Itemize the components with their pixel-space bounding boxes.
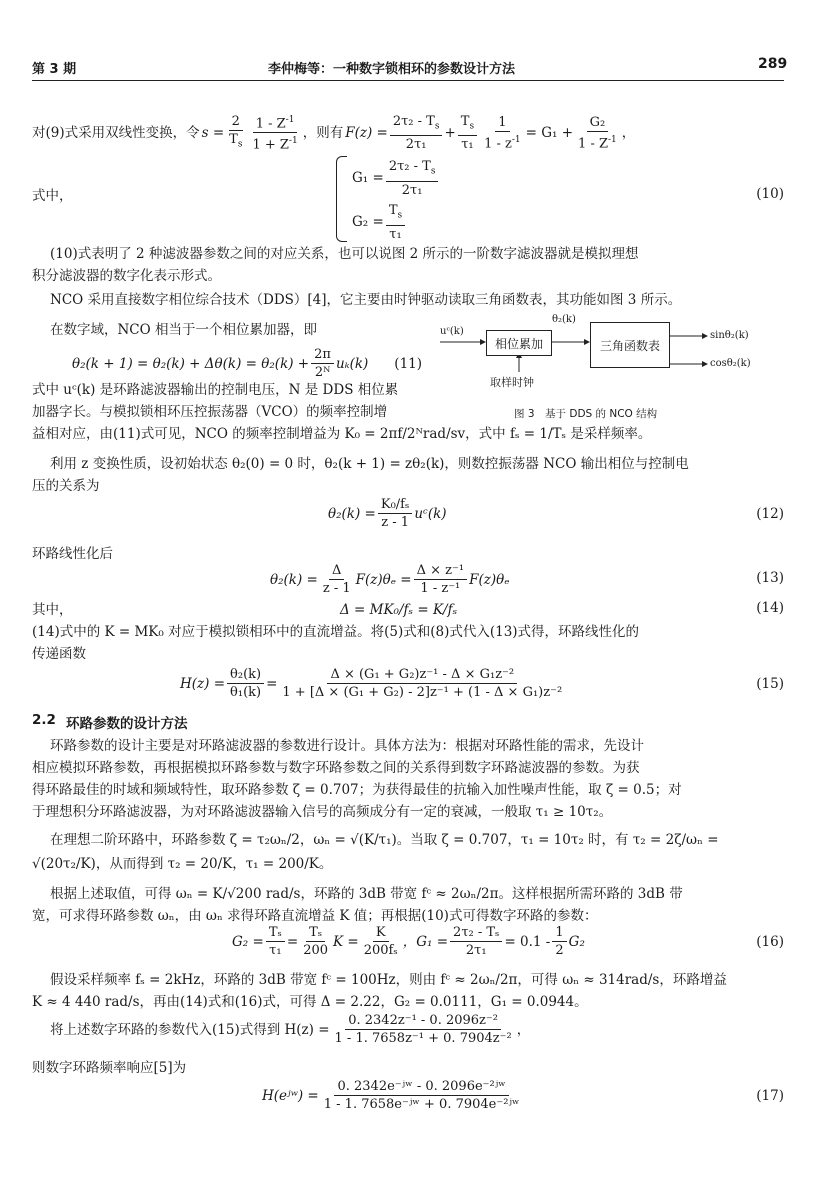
eq-number: (12)	[756, 506, 784, 522]
page-number: 289	[758, 56, 788, 72]
fraction: $\frac{1 - Z^{-1}}{1 + Z^{-1}}$	[249, 112, 300, 154]
phase-accumulator-block: 相位累加	[486, 330, 552, 356]
eq10-g1: G₁ = $\frac{2\tau_2 - T_s}{\text{2τ₁}}$	[352, 158, 440, 199]
para-hz: 将上述数字环路的参数代入(15)式得到 H(z) = $\frac{\text{0. 2342z⁻¹ - 0. 2096z⁻²}}{\text{1 - 1. 7658z⁻¹ + 0. 7904z⁻²}}$ ，	[50, 1013, 531, 1046]
fraction: $\frac{\text{G₂}}{1 - Z^{-1}}$	[578, 114, 617, 151]
para-line: 积分滤波器的数字化表示形式。	[32, 268, 221, 284]
arrow-head	[702, 333, 708, 339]
eq13: θ₂(k) = $\frac{\Delta}{z - 1}$ F(z)θₑ = $\frac{\text{Δ × z⁻¹}}{\text{1 - z⁻¹}}$ F(z)θₑ	[270, 563, 510, 596]
para-line: 在理想二阶环路中，环路参数 ζ = τ₂ωₙ/2，ωₙ = √(K/τ₁)。当取 ζ = 0.707，τ₁ = 10τ₂ 时，有 τ₂ = 2ζ/ωₙ =	[50, 832, 719, 848]
cos-label: cosθ₂(k)	[710, 358, 751, 369]
figure-caption: 图 3 基于 DDS 的 NCO 结构	[514, 408, 658, 420]
theta-label: θ₂(k)	[552, 314, 576, 325]
para-line: 于理想积分环路滤波器，为对环路滤波器输入信号的高频成分有一定的衰减，一般取 τ₁ ≥ 10τ₂。	[32, 804, 613, 820]
eq-number: (15)	[756, 676, 784, 692]
arrow-head	[702, 361, 708, 367]
header-rule	[32, 80, 784, 81]
eq14-lead: 其中，	[32, 602, 73, 618]
running-title: 李仲梅等：一种数字锁相环的参数设计方法	[268, 62, 516, 77]
fraction: $\frac{2}{T_s}$	[229, 113, 243, 150]
eq12: θ₂(k) = $\frac{\text{K₀/fₛ}}{z - 1}$ uᶜ(k)	[328, 497, 447, 530]
para-line: 式中 uᶜ(k) 是环路滤波器输出的控制电压，N 是 DDS 相位累	[32, 382, 399, 398]
sin-label: sinθ₂(k)	[710, 330, 749, 341]
input-label: uᶜ(k)	[440, 326, 464, 337]
clock-label: 取样时钟	[490, 376, 534, 389]
eq-number: (16)	[756, 934, 784, 950]
para-line: 假设采样频率 fₛ = 2kHz，环路的 3dB 带宽 fᶜ = 100Hz，则由 fᶜ ≈ 2ωₙ/2π，可得 ωₙ ≈ 314rad/s，环路增益	[50, 972, 727, 988]
para-bilinear: 对(9)式采用双线性变换，令 s = $\frac{2}{T_s}$ $\frac{1 - Z^{-1}}{1 + Z^{-1}}$ ，则有 F(z) = $\frac{2\tau_2 - T_s}{\text{2τ₁}}$ + $\frac{T_s}{\text{τ₁}}$ $\frac{1}{1 - z^{-1}}$ = G₁ + $\frac{\text{G₂}}{1 - Z^{-1}}$ ，	[32, 113, 636, 153]
fraction: $\frac{2\tau_2 - T_s}{\text{2τ₁}}$	[390, 113, 443, 154]
section-number: 2.2	[32, 712, 56, 728]
eq17: H(eʲʷ) = $\frac{\text{0. 2342e⁻ʲʷ - 0. 2096e⁻²ʲʷ}}{\text{1 - 1. 7658e⁻ʲʷ + 0. 7904e⁻²ʲʷ}}$	[262, 1079, 520, 1112]
para-line: NCO 采用直接数字相位综合技术（DDS）[4]，它主要由时钟驱动读取三角函数表，其功能如图 3 所示。	[50, 292, 682, 308]
para-line: 压的关系为	[32, 478, 100, 494]
para-line: 传递函数	[32, 646, 86, 662]
eq10-g2: G₂ = $\frac{T_s}{\text{τ₁}}$	[352, 202, 407, 243]
eq11: θ₂(k + 1) = θ₂(k) + Δθ(k) = θ₂(k) + $\frac{2\pi}{\text{2ᴺ}}$ uₖ(k) (11)	[72, 347, 423, 380]
eq-number: (13)	[756, 570, 784, 586]
para-line: 在数字域，NCO 相当于一个相位累加器，即	[50, 322, 318, 338]
eq-number: (17)	[756, 1088, 784, 1104]
fraction: $\frac{T_s}{\text{τ₁}}$	[458, 113, 477, 154]
para-line: K ≈ 4 440 rad/s，再由(14)式和(16)式，可得 Δ = 2.22，G₂ = 0.0111，G₁ = 0.0944。	[32, 994, 588, 1010]
fraction: $\frac{1}{1 - z^{-1}}$	[484, 114, 521, 151]
eq15: H(z) = $\frac{\text{θ₂(k)}}{\text{θ₁(k)}}$ = $\frac{\text{Δ × (G₁ + G₂)z⁻¹ - Δ × G₁z⁻²}}{\text{1 + [Δ × (G₁ + G₂) - 2]z⁻¹ + (1 - Δ × G₁)z⁻²}}$	[180, 667, 563, 700]
trig-table-block: 三角函数表	[590, 322, 670, 368]
eq14: Δ = MK₀/fₛ = K/fₛ	[340, 602, 458, 618]
section-title: 环路参数的设计方法	[66, 716, 188, 732]
para-line: √(20τ₂/K)，从而得到 τ₂ = 20/K，τ₁ = 200/K。	[32, 856, 333, 872]
eq10-lead: 式中，	[32, 188, 73, 204]
issue-label: 第 3 期	[32, 62, 77, 77]
brace	[336, 156, 347, 242]
para-line: 环路线性化后	[32, 546, 113, 562]
para-line: 相应模拟环路参数，再根据模拟环路参数与数字环路参数之间的关系得到数字环路滤波器的参数。为获	[32, 760, 640, 776]
para-line: 加器字长。与模拟锁相环压控振荡器（VCO）的频率控制增	[32, 404, 388, 420]
para-line: (10)式表明了 2 种滤波器参数之间的对应关系，也可以说图 2 所示的一阶数字滤波器就是模拟理想	[50, 246, 639, 262]
para-line: 环路参数的设计主要是对环路滤波器的参数进行设计。具体方法为：根据对环路性能的需求，先设计	[50, 738, 644, 754]
eq-number: (14)	[756, 600, 784, 616]
para-line: 益相对应，由(11)式可见，NCO 的频率控制增益为 K₀ = 2πf/2ᴺrad/sv，式中 fₛ = 1/Tₛ 是采样频率。	[32, 426, 652, 442]
eq16: G₂ = $\frac{\text{Tₛ}}{\text{τ₁}}$ = $\frac{\text{Tₛ}}{200}$ K = $\frac{K}{\text{200fₛ}}$ ，G₁ = $\frac{\text{2τ₂ - Tₛ}}{\text{2τ₁}}$ = 0.1 - $\frac{1}{2}$ G₂	[232, 925, 585, 958]
text: ，则有	[302, 124, 344, 141]
para-line: 根据上述取值，可得 ωₙ = K/√200 rad/s，环路的 3dB 带宽 fᶜ ≈ 2ωₙ/2π。这样根据所需环路的 3dB 带	[50, 886, 683, 902]
para-line: 得环路最佳的时域和频域特性，取环路参数 ζ = 0.707；为获得最佳的抗输入加性噪声性能，取 ζ = 0.5；对	[32, 782, 682, 798]
text: 对(9)式采用双线性变换，令	[32, 124, 200, 141]
para-line: 利用 z 变换性质，设初始状态 θ₂(0) = 0 时，θ₂(k + 1) = zθ₂(k)，则数控振荡器 NCO 输出相位与控制电	[50, 456, 689, 472]
para-line: 宽，可求得环路参数 ωₙ，由 ωₙ 求得环路直流增益 K 值；再根据(10)式可得数字环路的参数：	[32, 908, 598, 924]
para-line: 则数字环路频率响应[5]为	[32, 1060, 187, 1076]
eq-number: (10)	[756, 186, 784, 202]
para-line: (14)式中的 K = MK₀ 对应于模拟锁相环中的直流增益。将(5)式和(8)式代入(13)式得，环路线性化的	[32, 624, 640, 640]
